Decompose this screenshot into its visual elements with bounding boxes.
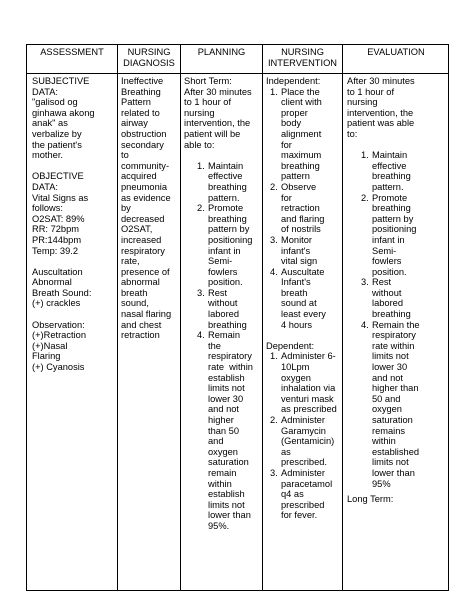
subjective-label: SUBJECTIVE DATA: [32,76,90,97]
planning-intro: Short Term: After 30 minutes to 1 hour of nursing intervention, the patient will be able to: [184,76,252,150]
auscultation-findings: Auscultation Abnormal Breath Sound: (+) crackles [32,266,92,309]
list-item: 3. Monitor infant's vital sign [270,234,318,267]
list-item: 4. Remain the respiratory rate within establish limits not lower 30 and not higher than 50 and oxygen saturation remain within establish limits not lower than 95%. [197,330,253,531]
planning-goals-list [197,161,262,532]
diagnosis-cell [121,76,179,341]
list-item: 1. Administer 6- 10Lpm oxygen inhalation via venturi mask as prescribed [270,351,337,415]
care-plan-table [26,44,449,591]
column-divider [180,45,181,590]
column-divider [117,45,118,590]
column-divider [262,45,263,590]
header-divider [27,73,448,74]
assessment-cell [32,76,116,373]
independent-list [270,87,342,331]
evaluation-intro: After 30 minutes to 1 hour of nursing intervention, the patient was able to: [347,76,415,139]
list-item: 3. Rest without labored breathing [197,287,247,330]
list-item: 2. Promote breathing pattern by positioning infant in Semi- fowlers position. [197,203,253,288]
list-item: 3. Administer paracetamol q4 as prescribed for fever. [270,467,333,521]
objective-label: OBJECTIVE DATA: [32,171,84,192]
list-item: 4. Auscultate Infant's breath sound at least every 4 hours [270,266,326,330]
vital-signs: Vital Signs as follows: O2SAT: 89% RR: 72bpm PR:144bpm Temp: 39.2 [32,192,89,256]
list-item: 1. Maintain effective breathing pattern. [197,160,247,203]
dependent-list [270,351,342,521]
planning-cell [184,76,262,532]
long-term-label: Long Term: [347,494,394,505]
list-item: 3. Rest without labored breathing [361,277,411,320]
evaluation-list [361,150,449,489]
list-item: 2. Administer Garamycin (Gentamicin) as prescribed. [270,415,335,468]
header-evaluation: EVALUATION [367,47,425,57]
header-assessment: ASSESSMENT [40,47,104,57]
dependent-label: Dependent: [266,340,315,351]
list-item: 1. Maintain effective breathing pattern. [361,150,411,192]
header-nursing-intervention: NURSING INTERVENTION [267,47,338,68]
independent-label: Independent: [266,76,321,86]
list-item: 2. Promote breathing pattern by positioning infant in Semi- fowlers position. [361,192,417,277]
list-item: 4. Remain the respiratory rate within limits not lower 30 and not higher than 50 and oxygen saturation remains within established limits not lower than 95% [361,319,420,489]
header-nursing-diagnosis: NURSING DIAGNOSIS [123,47,175,68]
intervention-cell [266,76,342,521]
list-item: 1. Place the client with proper body alignment for maximum breathing pattern [270,86,322,182]
subjective-text: "galisod og ginhawa akong anak" as verbalize by the patient's mother. [32,97,95,161]
header-planning: PLANNING [197,47,246,57]
column-divider [342,45,343,590]
list-item: 2. Observe for retraction and flaring of nostrils [270,181,325,235]
evaluation-cell [347,76,449,505]
observation-findings: Observation: (+)Retraction (+)Nasal Flaring (+) Cyanosis [32,319,86,373]
diagnosis-text: Ineffective Breathing Pattern related to airway obstruction secondary to community- acquired pneumonia as evidence by decreased O2SAT, increased respiratory rate, presence of abnormal breath sound, nasal flaring and chest retraction [121,76,172,341]
